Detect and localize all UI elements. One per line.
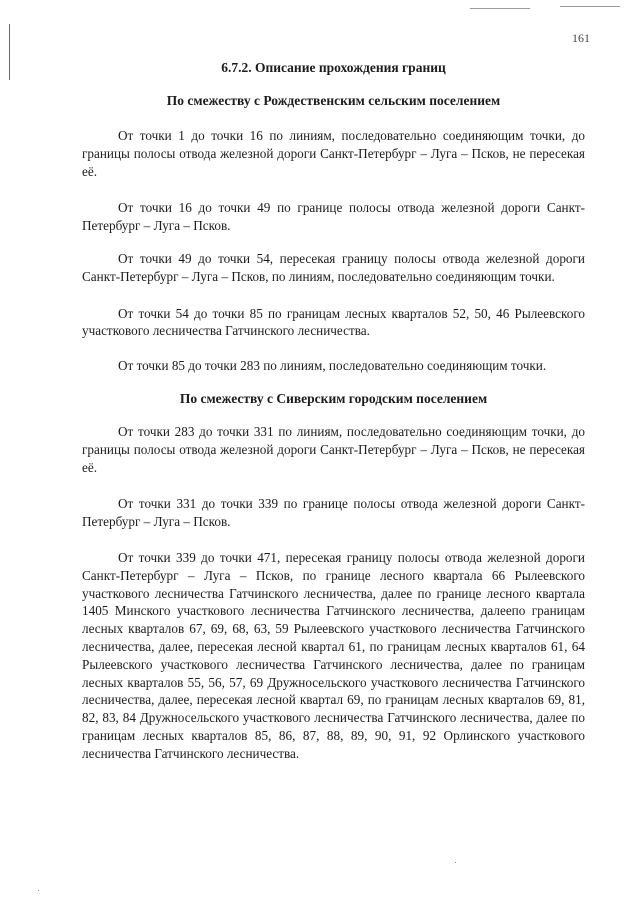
boundary-paragraph: От точки 16 до точки 49 по границе полосы отвода железной дороги Санкт-Петербург – Луга – Псков.: [82, 200, 585, 234]
boundary-paragraph: От точки 85 до точки 283 по линиям, последовательно соединяющим точки.: [118, 358, 547, 374]
boundary-paragraph: От точки 54 до точки 85 по границам лесных кварталов 52, 50, 46 Рылеевского участкового лесничества Гатчинского лесничества.: [82, 305, 585, 339]
section-title: 6.7.2. Описание прохождения границ: [221, 60, 446, 75]
page-content: [82, 59, 585, 763]
scan-speck: [455, 862, 456, 863]
boundary-paragraph: От точки 331 до точки 339 по границе полосы отвода железной дороги Санкт-Петербург – Луга – Псков.: [82, 496, 585, 530]
scan-top-line: [470, 8, 530, 9]
scan-top-line: [560, 6, 620, 7]
subsection-heading: По смежеству с Рождественским сельским поселением: [166, 93, 501, 108]
scan-edge-mark: [9, 24, 10, 80]
subsection-heading: По смежеству с Сиверским городским поселением: [179, 390, 488, 406]
boundary-paragraph: От точки 1 до точки 16 по линиям, последовательно соединяющим точки, до границы полосы отвода железной дороги Санкт-Петербург – Луга – Псков, не пересекая её.: [82, 128, 585, 179]
boundary-paragraph: От точки 339 до точки 471, пересекая границу полосы отвода железной дороги Санкт-Петербург – Луга – Псков, по границе лесного квартала 66 Рылеевского участкового лесничества Гатчинского лесничества, далее по границе лесного квартала 1405 Минского участкового лесничества Гатчинского лесничества, далеепо границам лесных кварталов 67, 69, 68, 63, 59 Рылеевского участкового лесничества Гатчинского лесничества, далее, пересекая лесной квартал 61, по границам лесных кварталов 61, 64 Рылеевского участкового лесничества Гатчинского лесничества, далее по границам лесных кварталов 55, 56, 57, 69 Дружносельского участкового лесничества Гатчинского лесничества, далее, пересекая лесной квартал 69, по границам лесных кварталов 69, 81, 82, 83, 84 Дружносельского участкового лесничества Гатчинского лесничества, далее по границам лесных кварталов 85, 86, 87, 88, 89, 90, 91, 92 Орлинского участкового лесничества Гатчинского лесничества.: [82, 549, 585, 761]
boundary-paragraph: От точки 283 до точки 331 по линиям, последовательно соединяющим точки, до границы полосы отвода железной дороги Санкт-Петербург – Луга – Псков, не пересекая её.: [82, 423, 585, 475]
page-number: 161: [572, 31, 590, 45]
boundary-paragraph: От точки 49 до точки 54, пересекая границу полосы отвода железной дороги Санкт-Петербург – Луга – Псков, по линиям, последовательно соединяющим точки.: [82, 250, 585, 284]
scan-speck: [38, 890, 39, 891]
